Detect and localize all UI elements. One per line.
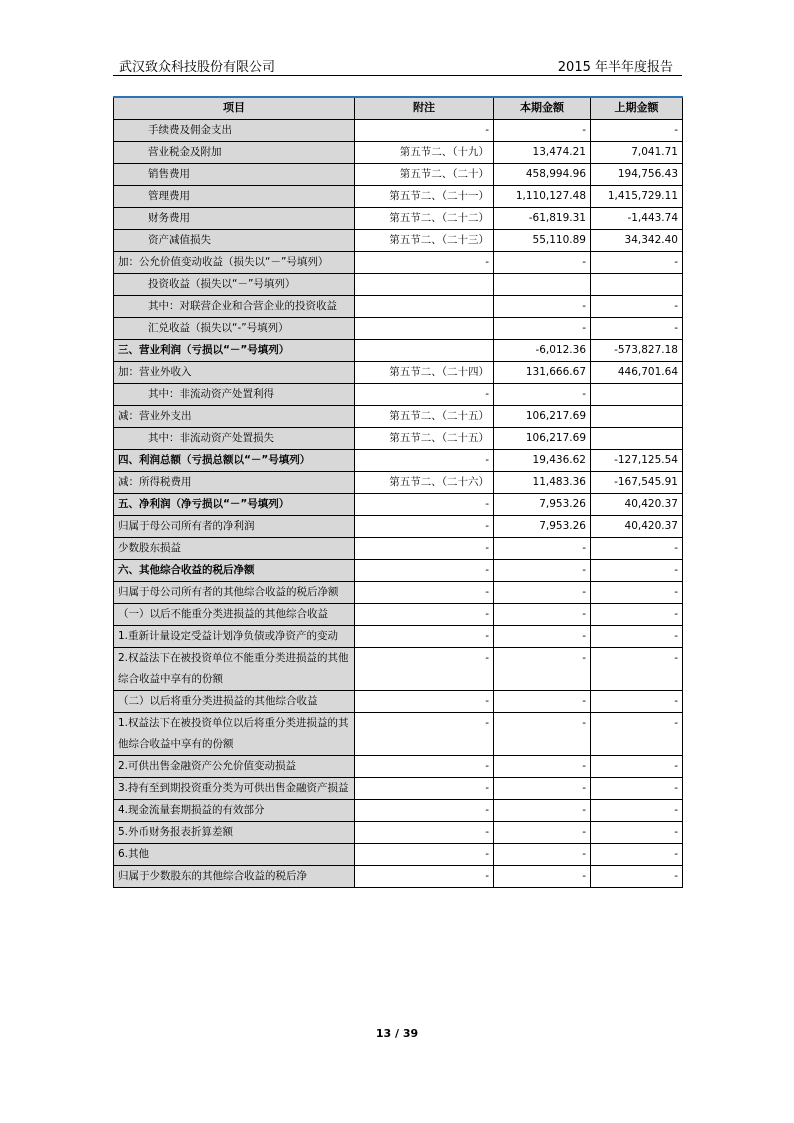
row-current-amount: - xyxy=(494,559,591,581)
row-note: - xyxy=(355,821,494,843)
row-current-amount xyxy=(494,273,591,295)
row-note: - xyxy=(355,383,494,405)
row-current-amount: -61,819.31 xyxy=(494,207,591,229)
row-note: 第五节二、（二十二） xyxy=(355,207,494,229)
row-previous-amount xyxy=(591,383,683,405)
row-item-label: 5.外币财务报表折算差额 xyxy=(114,821,355,843)
row-note: 第五节二、（二十一） xyxy=(355,185,494,207)
row-note: 第五节二、（二十三） xyxy=(355,229,494,251)
row-previous-amount: -167,545.91 xyxy=(591,471,683,493)
table-row xyxy=(114,559,683,581)
col-header-previous: 上期金额 xyxy=(591,97,683,119)
row-previous-amount: - xyxy=(591,581,683,603)
row-current-amount: 7,953.26 xyxy=(494,493,591,515)
row-previous-amount xyxy=(591,405,683,427)
row-note: - xyxy=(355,647,494,690)
row-previous-amount: - xyxy=(591,251,683,273)
row-current-amount: 458,994.96 xyxy=(494,163,591,185)
col-header-current: 本期金额 xyxy=(494,97,591,119)
row-previous-amount: - xyxy=(591,625,683,647)
row-item-label: 归属于母公司所有者的其他综合收益的税后净额 xyxy=(114,581,355,603)
row-item-label: 其中：非流动资产处置损失 xyxy=(114,427,355,449)
row-note: - xyxy=(355,603,494,625)
row-previous-amount: - xyxy=(591,777,683,799)
row-item-label: 加：营业外收入 xyxy=(114,361,355,383)
row-note xyxy=(355,273,494,295)
table-row xyxy=(114,339,683,361)
table-row xyxy=(114,647,683,690)
row-note xyxy=(355,295,494,317)
row-previous-amount: - xyxy=(591,690,683,712)
row-previous-amount: 7,041.71 xyxy=(591,141,683,163)
row-item-label: 1.权益法下在被投资单位以后将重分类进损益的其他综合收益中享有的份额 xyxy=(114,712,355,755)
row-item-label: 其中：非流动资产处置利得 xyxy=(114,383,355,405)
row-note: 第五节二、（二十） xyxy=(355,163,494,185)
row-current-amount: 11,483.36 xyxy=(494,471,591,493)
table-row xyxy=(114,777,683,799)
row-current-amount: - xyxy=(494,647,591,690)
row-previous-amount: - xyxy=(591,647,683,690)
row-note: - xyxy=(355,449,494,471)
row-note: - xyxy=(355,119,494,141)
table-row xyxy=(114,185,683,207)
table-row xyxy=(114,163,683,185)
header-divider xyxy=(113,75,682,76)
row-current-amount: - xyxy=(494,690,591,712)
col-header-note: 附注 xyxy=(355,97,494,119)
table-row xyxy=(114,625,683,647)
row-current-amount: 55,110.89 xyxy=(494,229,591,251)
row-item-label: 五、净利润（净亏损以“－”号填列） xyxy=(114,493,355,515)
row-previous-amount: -573,827.18 xyxy=(591,339,683,361)
row-current-amount: - xyxy=(494,603,591,625)
row-item-label: 归属于母公司所有者的净利润 xyxy=(114,515,355,537)
table-header-row xyxy=(114,97,683,119)
row-item-label: 4.现金流量套期损益的有效部分 xyxy=(114,799,355,821)
row-item-label: 财务费用 xyxy=(114,207,355,229)
row-item-label: 营业税金及附加 xyxy=(114,141,355,163)
row-previous-amount: - xyxy=(591,537,683,559)
row-item-label: 减：所得税费用 xyxy=(114,471,355,493)
row-current-amount: 7,953.26 xyxy=(494,515,591,537)
row-item-label: （二）以后将重分类进损益的其他综合收益 xyxy=(114,690,355,712)
row-previous-amount: - xyxy=(591,317,683,339)
row-item-label: 管理费用 xyxy=(114,185,355,207)
row-item-label: 少数股东损益 xyxy=(114,537,355,559)
row-current-amount: - xyxy=(494,755,591,777)
row-current-amount: 106,217.69 xyxy=(494,405,591,427)
row-item-label: 其中：对联营企业和合营企业的投资收益 xyxy=(114,295,355,317)
row-current-amount: 1,110,127.48 xyxy=(494,185,591,207)
row-note: 第五节二、（二十六） xyxy=(355,471,494,493)
row-note: - xyxy=(355,755,494,777)
page-number: 13 / 39 xyxy=(375,1027,419,1040)
table-row xyxy=(114,821,683,843)
row-item-label: 加：公允价值变动收益（损失以“－”号填列） xyxy=(114,251,355,273)
row-note: - xyxy=(355,865,494,887)
table-row xyxy=(114,229,683,251)
row-current-amount: - xyxy=(494,821,591,843)
row-note: 第五节二、（二十五） xyxy=(355,427,494,449)
table-row xyxy=(114,295,683,317)
table-row xyxy=(114,119,683,141)
row-previous-amount: - xyxy=(591,119,683,141)
table-row xyxy=(114,581,683,603)
table-row xyxy=(114,843,683,865)
row-note xyxy=(355,317,494,339)
row-current-amount: - xyxy=(494,119,591,141)
row-current-amount: -6,012.36 xyxy=(494,339,591,361)
row-previous-amount: - xyxy=(591,821,683,843)
row-note: - xyxy=(355,777,494,799)
table-row xyxy=(114,712,683,755)
row-previous-amount: - xyxy=(591,712,683,755)
table-row xyxy=(114,317,683,339)
row-item-label: 三、营业利润（亏损以“－”号填列） xyxy=(114,339,355,361)
row-item-label: 1.重新计量设定受益计划净负债或净资产的变动 xyxy=(114,625,355,647)
row-item-label: 汇兑收益（损失以“-”号填列） xyxy=(114,317,355,339)
table-row xyxy=(114,383,683,405)
report-title: 2015 年半年度报告 xyxy=(557,60,673,75)
row-item-label: 2.可供出售金融资产公允价值变动损益 xyxy=(114,755,355,777)
table-row xyxy=(114,273,683,295)
row-current-amount: - xyxy=(494,865,591,887)
row-previous-amount: - xyxy=(591,799,683,821)
row-note: 第五节二、（二十四） xyxy=(355,361,494,383)
company-name: 武汉致众科技股份有限公司 xyxy=(119,60,276,75)
table-row xyxy=(114,471,683,493)
row-item-label: 资产减值损失 xyxy=(114,229,355,251)
row-current-amount: - xyxy=(494,317,591,339)
row-previous-amount: - xyxy=(591,865,683,887)
table-row xyxy=(114,603,683,625)
row-item-label: 减：营业外支出 xyxy=(114,405,355,427)
row-item-label: 3.持有至到期投资重分类为可供出售金融资产损益 xyxy=(114,777,355,799)
row-current-amount: 19,436.62 xyxy=(494,449,591,471)
row-current-amount: - xyxy=(494,712,591,755)
row-current-amount: - xyxy=(494,295,591,317)
row-item-label: 六、其他综合收益的税后净额 xyxy=(114,559,355,581)
row-previous-amount: 40,420.37 xyxy=(591,493,683,515)
row-current-amount: 13,474.21 xyxy=(494,141,591,163)
row-previous-amount: 194,756.43 xyxy=(591,163,683,185)
table-row xyxy=(114,405,683,427)
row-note xyxy=(355,339,494,361)
row-item-label: 四、利润总额（亏损总额以“－”号填列） xyxy=(114,449,355,471)
row-previous-amount xyxy=(591,273,683,295)
table-row xyxy=(114,427,683,449)
row-note: 第五节二、（十九） xyxy=(355,141,494,163)
row-previous-amount: -127,125.54 xyxy=(591,449,683,471)
row-current-amount: - xyxy=(494,625,591,647)
row-previous-amount: - xyxy=(591,843,683,865)
row-item-label: 2.权益法下在被投资单位不能重分类进损益的其他综合收益中享有的份额 xyxy=(114,647,355,690)
table-row xyxy=(114,515,683,537)
row-note: - xyxy=(355,712,494,755)
row-item-label: （一）以后不能重分类进损益的其他综合收益 xyxy=(114,603,355,625)
row-current-amount: - xyxy=(494,799,591,821)
table-row xyxy=(114,251,683,273)
table-row xyxy=(114,449,683,471)
row-note: - xyxy=(355,537,494,559)
row-note: - xyxy=(355,799,494,821)
row-previous-amount: - xyxy=(591,603,683,625)
row-note: - xyxy=(355,559,494,581)
table-row xyxy=(114,799,683,821)
row-note: - xyxy=(355,581,494,603)
row-previous-amount: 40,420.37 xyxy=(591,515,683,537)
row-previous-amount: 1,415,729.11 xyxy=(591,185,683,207)
row-previous-amount: 34,342.40 xyxy=(591,229,683,251)
row-previous-amount: - xyxy=(591,295,683,317)
table-row xyxy=(114,865,683,887)
row-item-label: 6.其他 xyxy=(114,843,355,865)
row-note: - xyxy=(355,493,494,515)
row-previous-amount: 446,701.64 xyxy=(591,361,683,383)
row-note: - xyxy=(355,515,494,537)
row-note: - xyxy=(355,625,494,647)
table-row xyxy=(114,141,683,163)
row-current-amount: - xyxy=(494,581,591,603)
table-row xyxy=(114,207,683,229)
row-previous-amount: -1,443.74 xyxy=(591,207,683,229)
row-item-label: 销售费用 xyxy=(114,163,355,185)
row-current-amount: - xyxy=(494,777,591,799)
table-row xyxy=(114,537,683,559)
row-item-label: 投资收益（损失以“－”号填列） xyxy=(114,273,355,295)
row-current-amount: - xyxy=(494,251,591,273)
row-previous-amount: - xyxy=(591,755,683,777)
col-header-item: 项目 xyxy=(114,97,355,119)
table-row xyxy=(114,493,683,515)
row-current-amount: - xyxy=(494,843,591,865)
table-row xyxy=(114,690,683,712)
row-previous-amount xyxy=(591,427,683,449)
table-row xyxy=(114,361,683,383)
row-current-amount: 106,217.69 xyxy=(494,427,591,449)
row-note: - xyxy=(355,843,494,865)
row-current-amount: 131,666.67 xyxy=(494,361,591,383)
row-note: - xyxy=(355,690,494,712)
row-current-amount: - xyxy=(494,383,591,405)
row-current-amount: - xyxy=(494,537,591,559)
row-previous-amount: - xyxy=(591,559,683,581)
row-note: 第五节二、（二十五） xyxy=(355,405,494,427)
income-statement-table xyxy=(113,96,683,888)
row-item-label: 归属于少数股东的其他综合收益的税后净 xyxy=(114,865,355,887)
table-row xyxy=(114,755,683,777)
row-item-label: 手续费及佣金支出 xyxy=(114,119,355,141)
row-note: - xyxy=(355,251,494,273)
